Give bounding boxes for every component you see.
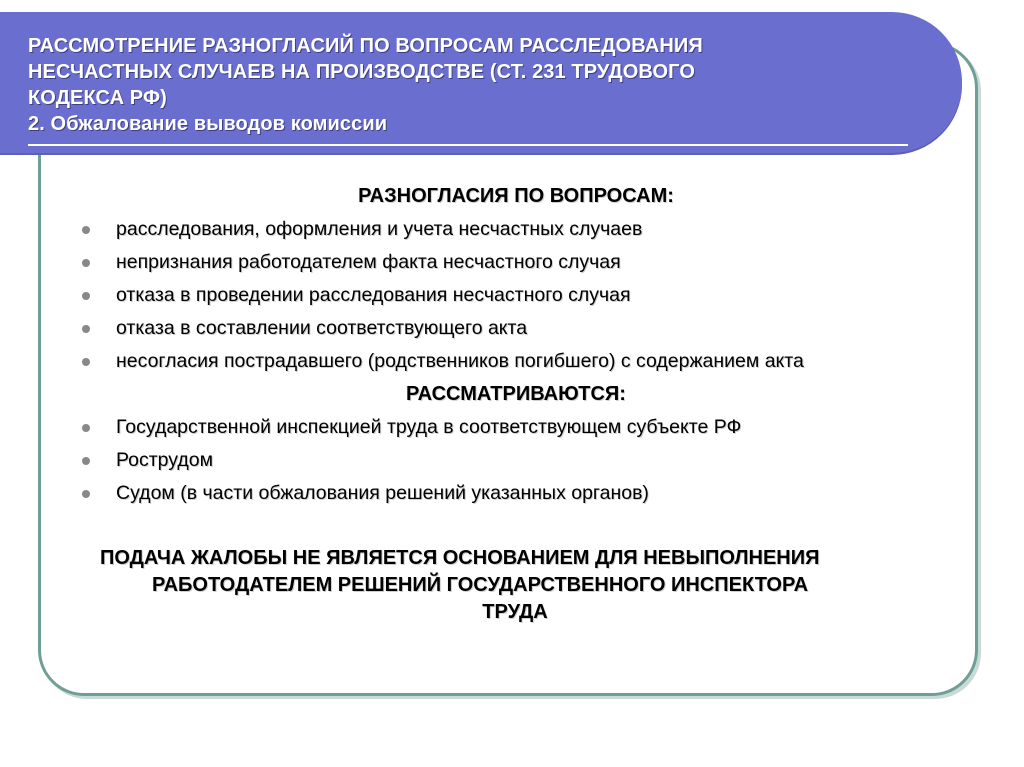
notice-line-2: РАБОТОДАТЕЛЕМ РЕШЕНИЙ ГОСУДАРСТВЕННОГО ИНСПЕКТОРА [152,574,809,596]
bullet-icon [82,424,90,432]
list-item [76,279,956,312]
list-item [76,345,956,378]
list-item-text: Государственной инспекцией труда в соответствующем субъекте РФ [116,416,742,438]
section-heading-disagreements: РАЗНОГЛАСИЯ ПО ВОПРОСАМ: [358,185,674,207]
title-banner [0,12,962,153]
list-item [76,312,956,345]
list-item [76,411,956,444]
bullet-icon [82,226,90,234]
title-line-2: НЕСЧАСТНЫХ СЛУЧАЕВ НА ПРОИЗВОДСТВЕ (СТ. 231 ТРУДОВОГО [28,61,695,83]
list-item-text: Рострудом [116,449,214,471]
list-item-text: несогласия пострадавшего (родственников погибшего) с содержанием акта [116,350,804,372]
disagreements-list [76,213,956,378]
bullet-icon [82,358,90,366]
bullet-icon [82,325,90,333]
bullet-icon [82,457,90,465]
title-line-1: РАССМОТРЕНИЕ РАЗНОГЛАСИЙ ПО ВОПРОСАМ РАССЛЕДОВАНИЯ [28,35,703,57]
list-item-text: непризнания работодателем факта несчастного случая [116,251,621,273]
list-item [76,444,956,477]
complaint-notice [100,545,930,626]
slide-title [28,33,928,137]
list-item [76,477,956,510]
list-item [76,246,956,279]
title-line-3: КОДЕКСА РФ) [28,87,167,109]
notice-line-3: ТРУДА [482,601,548,623]
title-subtitle: 2. Обжалование выводов комиссии [28,113,388,135]
list-item-text: Судом (в части обжалования решений указанных органов) [116,482,649,504]
bullet-icon [82,259,90,267]
bullet-icon [82,292,90,300]
section-heading-reviewers: РАССМАТРИВАЮТСЯ: [406,383,626,405]
list-item [76,213,956,246]
bullet-icon [82,490,90,498]
list-item-text: расследования, оформления и учета несчастных случаев [116,218,643,240]
list-item-text: отказа в проведении расследования несчастного случая [116,284,631,306]
reviewers-list [76,411,956,510]
slide-content [76,180,956,510]
notice-line-1: ПОДАЧА ЖАЛОБЫ НЕ ЯВЛЯЕТСЯ ОСНОВАНИЕМ ДЛЯ НЕВЫПОЛНЕНИЯ [100,547,820,569]
title-divider [28,144,908,146]
list-item-text: отказа в составлении соответствующего акта [116,317,528,339]
